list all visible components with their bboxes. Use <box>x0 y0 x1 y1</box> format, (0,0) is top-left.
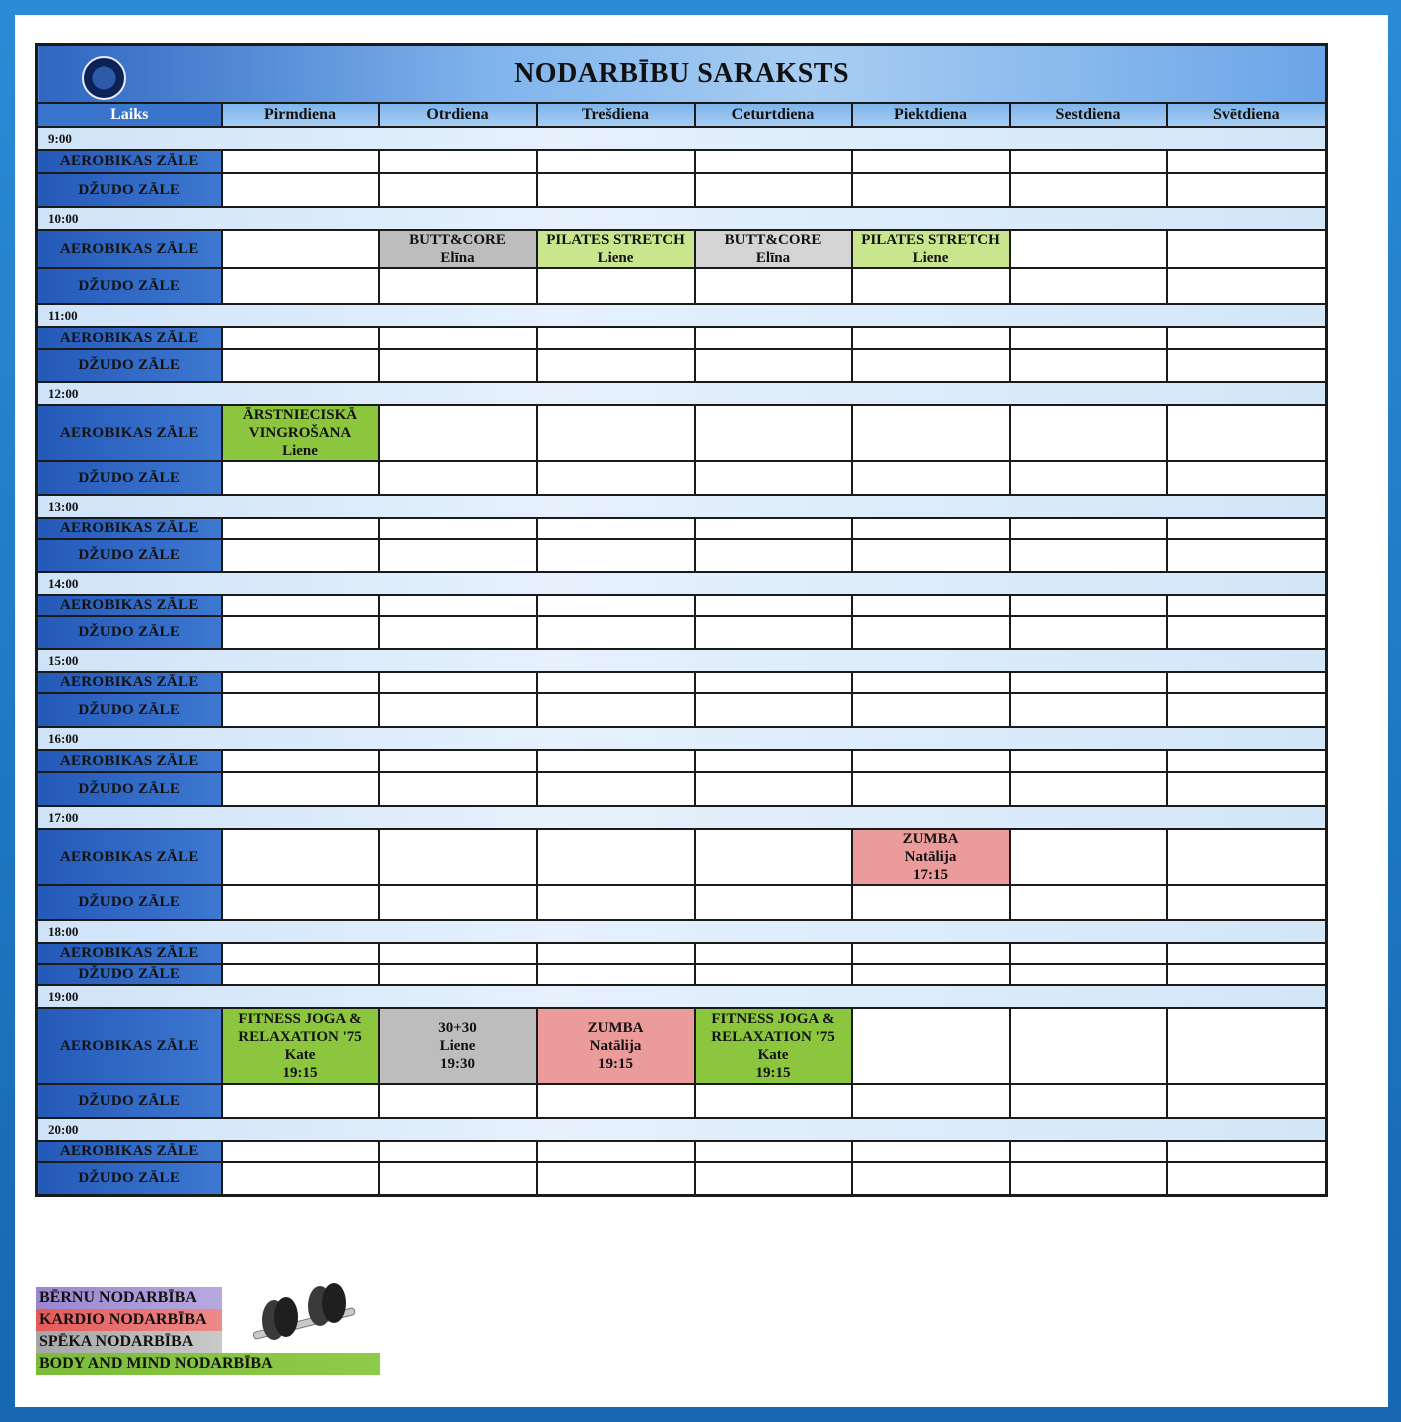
schedule-cell <box>852 943 1010 964</box>
schedule-cell <box>852 268 1010 304</box>
schedule-cell <box>695 1162 852 1195</box>
schedule-cell <box>537 349 695 382</box>
schedule-cell <box>852 461 1010 495</box>
class-cell[interactable] <box>379 1008 537 1084</box>
class-name: RELAXATION '75 <box>711 1029 835 1045</box>
title-bar <box>37 45 1327 104</box>
schedule-cell <box>852 173 1010 207</box>
schedule-cell <box>695 1141 852 1162</box>
class-cell[interactable] <box>695 1008 852 1084</box>
schedule-cell <box>1010 1084 1167 1118</box>
day-header-wed: Trešdiena <box>537 103 695 127</box>
schedule-cell <box>1167 772 1327 806</box>
schedule-table <box>35 43 1328 1197</box>
schedule-cell <box>379 693 537 727</box>
schedule-cell <box>222 349 379 382</box>
class-trainer: Elīna <box>755 250 791 266</box>
day-header-fri: Piektdiena <box>852 103 1010 127</box>
schedule-cell <box>695 518 852 539</box>
room-label-judo: DŽUDO ZĀLE <box>37 268 222 304</box>
schedule-cell <box>537 772 695 806</box>
schedule-cell <box>1167 616 1327 649</box>
schedule-cell <box>1010 750 1167 772</box>
class-time: 19:15 <box>282 1065 318 1081</box>
schedule-cell <box>1167 829 1327 885</box>
schedule-cell <box>1010 595 1167 616</box>
schedule-cell <box>537 518 695 539</box>
room-label-judo: DŽUDO ZĀLE <box>37 173 222 207</box>
class-name: FITNESS JOGA & <box>238 1011 362 1027</box>
class-time: 17:15 <box>913 867 948 883</box>
class-trainer: Natālija <box>904 849 957 865</box>
schedule-cell <box>1010 616 1167 649</box>
schedule-cell <box>695 150 852 173</box>
schedule-cell <box>1167 268 1327 304</box>
schedule-cell <box>1167 405 1327 461</box>
schedule-cell <box>537 943 695 964</box>
class-time: 19:30 <box>440 1056 475 1072</box>
legend-item-strength: SPĒKA NODARBĪBA <box>36 1331 222 1353</box>
day-header-row <box>37 103 1327 127</box>
schedule-cell <box>537 693 695 727</box>
room-label-judo: DŽUDO ZĀLE <box>37 964 222 985</box>
schedule-cell <box>1167 943 1327 964</box>
schedule-cell <box>537 595 695 616</box>
schedule-cell <box>537 1084 695 1118</box>
schedule-cell <box>379 885 537 920</box>
schedule-cell <box>222 539 379 572</box>
room-label-judo: DŽUDO ZĀLE <box>37 885 222 920</box>
schedule-cell <box>1167 1162 1327 1195</box>
class-name: ZUMBA <box>587 1020 644 1036</box>
schedule-cell <box>379 150 537 173</box>
room-label-judo: DŽUDO ZĀLE <box>37 461 222 495</box>
schedule-cell <box>852 150 1010 173</box>
schedule-cell <box>1167 518 1327 539</box>
schedule-cell <box>695 616 852 649</box>
schedule-cell <box>852 1008 1010 1084</box>
schedule-cell <box>222 772 379 806</box>
schedule-cell <box>852 750 1010 772</box>
schedule-cell <box>379 750 537 772</box>
schedule-cell <box>379 616 537 649</box>
schedule-cell <box>537 964 695 985</box>
schedule-cell <box>1010 230 1167 268</box>
schedule-cell <box>537 173 695 207</box>
class-name: PILATES STRETCH <box>861 232 1000 248</box>
schedule-cell <box>1010 539 1167 572</box>
class-cell[interactable] <box>537 1008 695 1084</box>
schedule-cell <box>852 1141 1010 1162</box>
schedule-cell <box>852 539 1010 572</box>
schedule-cell <box>695 539 852 572</box>
schedule-cell <box>1167 539 1327 572</box>
schedule-cell <box>379 943 537 964</box>
schedule-cell <box>379 327 537 349</box>
schedule-cell <box>1167 964 1327 985</box>
schedule-cell <box>1167 327 1327 349</box>
schedule-cell <box>222 268 379 304</box>
schedule-cell <box>852 964 1010 985</box>
schedule-cell <box>379 1162 537 1195</box>
room-label-aerobics: AEROBIKAS ZĀLE <box>37 943 222 964</box>
room-label-aerobics: AEROBIKAS ZĀLE <box>37 150 222 173</box>
schedule-cell <box>1010 772 1167 806</box>
schedule-cell <box>1010 173 1167 207</box>
schedule-cell <box>1167 349 1327 382</box>
class-cell[interactable] <box>537 230 695 268</box>
schedule-cell <box>1010 518 1167 539</box>
class-name: BUTT&CORE <box>724 232 822 248</box>
time-slot-label: 16:00 <box>37 727 1327 750</box>
schedule-cell <box>379 1141 537 1162</box>
room-label-judo: DŽUDO ZĀLE <box>37 1084 222 1118</box>
schedule-cell <box>1010 268 1167 304</box>
day-header-mon: Pirmdiena <box>222 103 379 127</box>
schedule-cell <box>379 772 537 806</box>
time-slot-label: 9:00 <box>37 127 1327 150</box>
schedule-cell <box>695 750 852 772</box>
club-logo <box>82 56 126 100</box>
schedule-cell <box>1167 693 1327 727</box>
schedule-cell <box>222 672 379 693</box>
schedule-cell <box>695 405 852 461</box>
schedule-cell <box>1010 1162 1167 1195</box>
schedule-cell <box>1010 964 1167 985</box>
schedule-cell <box>695 327 852 349</box>
schedule-cell <box>537 405 695 461</box>
room-label-judo: DŽUDO ZĀLE <box>37 1162 222 1195</box>
class-cell[interactable] <box>222 1008 379 1084</box>
schedule-cell <box>222 461 379 495</box>
time-slot-label: 18:00 <box>37 920 1327 943</box>
schedule-cell <box>695 772 852 806</box>
schedule-cell <box>379 173 537 207</box>
schedule-cell <box>537 539 695 572</box>
room-label-aerobics: AEROBIKAS ZĀLE <box>37 1141 222 1162</box>
time-slot-label: 17:00 <box>37 806 1327 829</box>
room-label-judo: DŽUDO ZĀLE <box>37 616 222 649</box>
schedule-cell <box>222 964 379 985</box>
class-name: RELAXATION '75 <box>238 1029 362 1045</box>
time-slot-label: 19:00 <box>37 985 1327 1008</box>
time-slot-label: 14:00 <box>37 572 1327 595</box>
room-label-judo: DŽUDO ZĀLE <box>37 693 222 727</box>
room-label-aerobics: AEROBIKAS ZĀLE <box>37 595 222 616</box>
day-header-tue: Otrdiena <box>379 103 537 127</box>
class-name: PILATES STRETCH <box>546 232 685 248</box>
schedule-cell <box>222 1084 379 1118</box>
schedule-cell <box>222 518 379 539</box>
schedule-cell <box>537 150 695 173</box>
schedule-cell <box>1010 1008 1167 1084</box>
schedule-cell <box>1167 173 1327 207</box>
schedule-cell <box>222 150 379 173</box>
schedule-cell <box>1167 672 1327 693</box>
legend-item-cardio: KARDIO NODARBĪBA <box>36 1309 222 1331</box>
schedule-cell <box>222 327 379 349</box>
schedule-cell <box>379 461 537 495</box>
time-column-header: Laiks <box>37 103 222 127</box>
class-name: BUTT&CORE <box>409 232 506 248</box>
schedule-cell <box>537 268 695 304</box>
schedule-cell <box>695 1084 852 1118</box>
class-name: 30+30 <box>438 1020 477 1036</box>
day-header-sat: Sestdiena <box>1010 103 1167 127</box>
class-time: 19:15 <box>755 1065 791 1081</box>
schedule-cell <box>379 539 537 572</box>
class-trainer: Liene <box>282 443 318 459</box>
room-label-aerobics: AEROBIKAS ZĀLE <box>37 829 222 885</box>
schedule-cell <box>379 1084 537 1118</box>
legend-item-body-mind: BODY AND MIND NODARBĪBA <box>36 1353 380 1375</box>
schedule-cell <box>1167 750 1327 772</box>
schedule-cell <box>379 672 537 693</box>
schedule-cell <box>379 405 537 461</box>
schedule-cell <box>1167 461 1327 495</box>
schedule-cell <box>1010 349 1167 382</box>
class-trainer: Kate <box>284 1047 316 1063</box>
schedule-cell <box>537 885 695 920</box>
schedule-cell <box>1167 885 1327 920</box>
schedule-cell <box>222 230 379 268</box>
schedule-cell <box>379 964 537 985</box>
schedule-cell <box>379 268 537 304</box>
schedule-cell <box>852 349 1010 382</box>
schedule-cell <box>1167 230 1327 268</box>
schedule-cell <box>537 829 695 885</box>
schedule-cell <box>1167 150 1327 173</box>
class-cell[interactable] <box>222 405 379 461</box>
schedule-cell <box>537 672 695 693</box>
room-label-aerobics: AEROBIKAS ZĀLE <box>37 327 222 349</box>
class-name: VINGROŠANA <box>248 425 352 441</box>
schedule-cell <box>537 750 695 772</box>
schedule-cell <box>1010 943 1167 964</box>
schedule-cell <box>1010 1141 1167 1162</box>
schedule-cell <box>695 461 852 495</box>
schedule-cell <box>379 595 537 616</box>
schedule-cell <box>222 943 379 964</box>
schedule-cell <box>537 461 695 495</box>
time-slot-label: 13:00 <box>37 495 1327 518</box>
class-trainer: Elīna <box>440 250 475 266</box>
schedule-cell <box>695 349 852 382</box>
time-slot-label: 12:00 <box>37 382 1327 405</box>
room-label-aerobics: AEROBIKAS ZĀLE <box>37 1008 222 1084</box>
class-time: 19:15 <box>598 1056 633 1072</box>
schedule-cell <box>1167 1008 1327 1084</box>
room-label-aerobics: AEROBIKAS ZĀLE <box>37 518 222 539</box>
class-name: FITNESS JOGA & <box>711 1011 835 1027</box>
schedule-cell <box>852 405 1010 461</box>
schedule-cell <box>1010 885 1167 920</box>
schedule-cell <box>695 268 852 304</box>
day-header-sun: Svētdiena <box>1167 103 1327 127</box>
class-cell[interactable] <box>852 829 1010 885</box>
schedule-cell <box>852 885 1010 920</box>
schedule-cell <box>1010 405 1167 461</box>
schedule-cell <box>1010 327 1167 349</box>
class-name: ZUMBA <box>902 831 959 847</box>
legend-item-kids: BĒRNU NODARBĪBA <box>36 1287 222 1309</box>
schedule-cell <box>852 672 1010 693</box>
schedule-cell <box>1010 829 1167 885</box>
room-label-judo: DŽUDO ZĀLE <box>37 772 222 806</box>
class-trainer: Natālija <box>589 1038 642 1054</box>
schedule-cell <box>1167 595 1327 616</box>
class-cell[interactable] <box>379 230 537 268</box>
dumbbell-icon <box>248 1280 360 1342</box>
schedule-cell <box>695 829 852 885</box>
class-trainer: Liene <box>912 250 949 266</box>
class-trainer: Liene <box>439 1038 476 1054</box>
time-slot-label: 10:00 <box>37 207 1327 230</box>
schedule-cell <box>379 349 537 382</box>
schedule-cell <box>695 595 852 616</box>
room-label-aerobics: AEROBIKAS ZĀLE <box>37 230 222 268</box>
schedule-cell <box>222 1141 379 1162</box>
schedule-cell <box>852 1084 1010 1118</box>
schedule-cell <box>852 693 1010 727</box>
schedule-cell <box>379 829 537 885</box>
schedule-cell <box>222 829 379 885</box>
schedule-cell <box>1010 150 1167 173</box>
schedule-cell <box>1167 1084 1327 1118</box>
schedule-cell <box>852 616 1010 649</box>
schedule-cell <box>695 885 852 920</box>
schedule-cell <box>537 327 695 349</box>
schedule-cell <box>1010 461 1167 495</box>
schedule-cell <box>1010 672 1167 693</box>
schedule-cell <box>537 616 695 649</box>
page-title: NODARBĪBU SARAKSTS <box>514 58 850 89</box>
room-label-judo: DŽUDO ZĀLE <box>37 539 222 572</box>
class-cell[interactable] <box>852 230 1010 268</box>
schedule-cell <box>852 595 1010 616</box>
class-trainer: Liene <box>597 250 634 266</box>
time-slot-label: 20:00 <box>37 1118 1327 1141</box>
schedule-cell <box>695 943 852 964</box>
class-trainer: Kate <box>757 1047 789 1063</box>
schedule-cell <box>537 1162 695 1195</box>
schedule-cell <box>852 1162 1010 1195</box>
schedule-cell <box>852 327 1010 349</box>
schedule-cell <box>379 518 537 539</box>
schedule-cell <box>222 750 379 772</box>
day-header-thu: Ceturtdiena <box>695 103 852 127</box>
schedule-cell <box>852 772 1010 806</box>
schedule-cell <box>222 173 379 207</box>
schedule-cell <box>695 964 852 985</box>
schedule-cell <box>695 672 852 693</box>
room-label-aerobics: AEROBIKAS ZĀLE <box>37 405 222 461</box>
class-name: ĀRSTNIECISKĀ <box>242 407 358 423</box>
schedule-cell <box>222 885 379 920</box>
schedule-cell <box>222 1162 379 1195</box>
time-slot-label: 15:00 <box>37 649 1327 672</box>
schedule-cell <box>852 518 1010 539</box>
schedule-cell <box>1167 1141 1327 1162</box>
room-label-aerobics: AEROBIKAS ZĀLE <box>37 672 222 693</box>
schedule-cell <box>222 616 379 649</box>
schedule-cell <box>695 173 852 207</box>
schedule-cell <box>1010 693 1167 727</box>
schedule-cell <box>222 693 379 727</box>
schedule-cell <box>537 1141 695 1162</box>
room-label-aerobics: AEROBIKAS ZĀLE <box>37 750 222 772</box>
time-slot-label: 11:00 <box>37 304 1327 327</box>
room-label-judo: DŽUDO ZĀLE <box>37 349 222 382</box>
class-cell[interactable] <box>695 230 852 268</box>
schedule-cell <box>695 693 852 727</box>
schedule-cell <box>222 595 379 616</box>
